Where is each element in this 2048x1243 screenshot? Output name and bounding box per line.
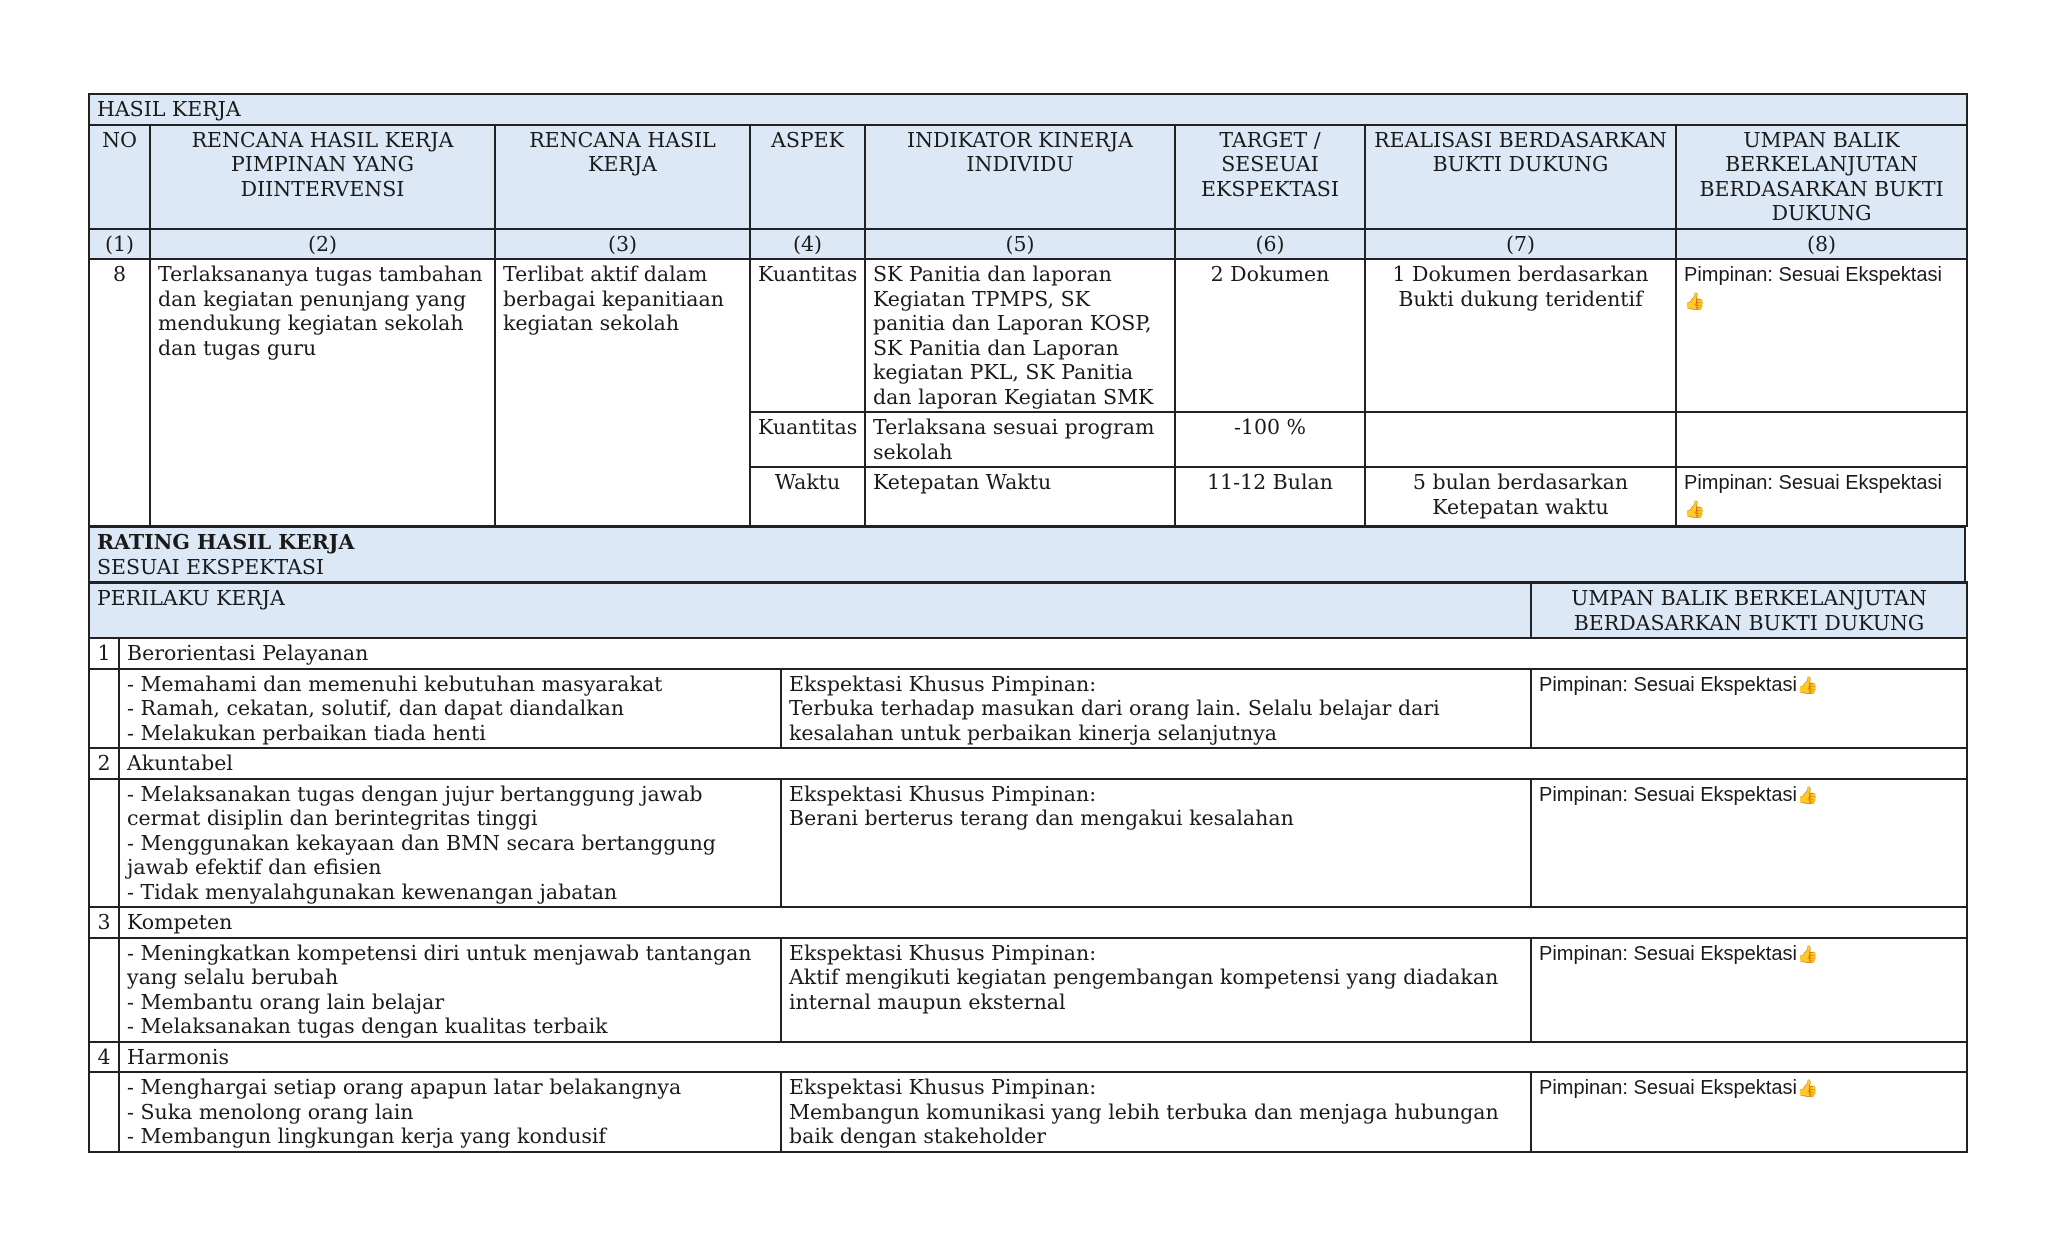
behavior-name: Akuntabel xyxy=(119,748,1967,779)
ekspektasi-text: Aktif mengikuti kegiatan pengembangan kompetensi yang diadakan internal maupun eksternal xyxy=(789,965,1499,1014)
perilaku-title: PERILAKU KERJA xyxy=(89,583,1531,639)
behavior-point: - Ramah, cekatan, solutif, dan dapat diandalkan xyxy=(127,696,625,720)
behavior-feedback xyxy=(1531,669,1967,749)
ekspektasi-text: Membangun komunikasi yang lebih terbuka dan menjaga hubungan baik dengan stakeholder xyxy=(789,1099,1499,1148)
behavior-no: 3 xyxy=(89,907,119,938)
blank-cell xyxy=(89,1072,119,1152)
feedback-text: Pimpinan: Sesuai Ekspektasi xyxy=(1539,673,1797,696)
col-header-realisasi: REALISASI BERDASARKAN BUKTI DUKUNG xyxy=(1365,125,1676,229)
col-number: (3) xyxy=(495,229,750,260)
behavior-point: - Membantu orang lain belajar xyxy=(127,989,445,1014)
aspek-cell: Waktu xyxy=(750,467,865,526)
col-number: (7) xyxy=(1365,229,1676,260)
behavior-point: - Tidak menyalahgunakan kewenangan jabatan xyxy=(127,879,618,904)
ekspektasi-cell xyxy=(781,669,1531,749)
ekspektasi-text: Berani berterus terang dan mengakui kesalahan xyxy=(789,806,1294,830)
behavior-points xyxy=(119,779,781,908)
blank-cell xyxy=(89,669,119,749)
col-header-no: NO xyxy=(89,125,150,229)
feedback-text: Pimpinan: Sesuai Ekspektasi xyxy=(1539,1077,1797,1099)
behavior-name: Harmonis xyxy=(119,1042,1967,1073)
indikator-cell: Ketepatan Waktu xyxy=(865,467,1175,526)
rating-value: SESUAI EKSPEKTASI xyxy=(97,554,325,579)
thumbs-up-icon: 👍 xyxy=(1684,292,1706,311)
behavior-no: 4 xyxy=(89,1042,119,1073)
col-number: (8) xyxy=(1676,229,1967,260)
realisasi-cell: 1 Dokumen berdasarkan Bukti dukung teridentif xyxy=(1365,259,1676,412)
behavior-point: - Menghargai setiap orang apapun latar belakangnya xyxy=(127,1075,682,1099)
document-page xyxy=(88,93,1966,1153)
ekspektasi-label: Ekspektasi Khusus Pimpinan: xyxy=(789,671,1097,696)
feedback-text: Pimpinan: Sesuai Ekspektasi xyxy=(1539,783,1797,806)
col-number: (6) xyxy=(1175,229,1365,260)
target-cell: -100 % xyxy=(1175,412,1365,467)
col-number: (5) xyxy=(865,229,1175,260)
blank-cell xyxy=(89,779,119,908)
perilaku-feedback-header: UMPAN BALIK BERKELANJUTAN BERDASARKAN BUKTI DUKUNG xyxy=(1531,583,1967,639)
behavior-point: - Melakukan perbaikan tiada henti xyxy=(127,720,486,745)
hasil-kerja-title: HASIL KERJA xyxy=(89,94,1967,125)
ekspektasi-label: Ekspektasi Khusus Pimpinan: xyxy=(789,1075,1097,1099)
behavior-point: - Meningkatkan kompetensi diri untuk menjawab tantangan yang selalu berubah xyxy=(127,940,752,989)
ekspektasi-cell xyxy=(781,1072,1531,1152)
rating-table xyxy=(88,525,1966,583)
feedback-text: Pimpinan: Sesuai Ekspektasi xyxy=(1684,264,1942,286)
umpan-balik-cell xyxy=(1676,259,1967,412)
ekspektasi-label: Ekspektasi Khusus Pimpinan: xyxy=(789,940,1097,965)
col-header-rencana-pimpinan: RENCANA HASIL KERJA PIMPINAN YANG DIINTERVENSI xyxy=(150,125,495,229)
col-number: (1) xyxy=(89,229,150,260)
behavior-feedback xyxy=(1531,938,1967,1042)
behavior-points xyxy=(119,669,781,749)
col-header-rencana: RENCANA HASIL KERJA xyxy=(495,125,750,229)
thumbs-up-icon: 👍 xyxy=(1796,1079,1819,1098)
perilaku-kerja-table xyxy=(88,581,1968,1153)
umpan-balik-cell xyxy=(1676,412,1967,467)
behavior-point: - Menggunakan kekayaan dan BMN secara bertanggung jawab efektif dan efisien xyxy=(127,830,716,879)
col-number: (4) xyxy=(750,229,865,260)
indikator-cell: SK Panitia dan laporan Kegiatan TPMPS, SK panitia dan Laporan KOSP, SK Panitia dan Laporan kegiatan PKL, SK Panitia dan laporan Kegiatan SMK xyxy=(865,259,1175,412)
thumbs-up-icon: 👍 xyxy=(1796,675,1819,695)
rating-cell xyxy=(89,527,1965,583)
ekspektasi-text: Terbuka terhadap masukan dari orang lain. Selalu belajar dari kesalahan untuk perbaikan kinerja selanjutnya xyxy=(789,696,1440,745)
hasil-kerja-table xyxy=(88,93,1968,527)
ekspektasi-label: Ekspektasi Khusus Pimpinan: xyxy=(789,781,1097,806)
behavior-point: - Membangun lingkungan kerja yang kondusif xyxy=(127,1124,606,1148)
umpan-balik-cell xyxy=(1676,467,1967,526)
behavior-points xyxy=(119,1072,781,1152)
behavior-point: - Memahami dan memenuhi kebutuhan masyarakat xyxy=(127,671,663,696)
thumbs-up-icon: 👍 xyxy=(1796,944,1819,964)
row-no: 8 xyxy=(89,259,150,526)
feedback-text: Pimpinan: Sesuai Ekspektasi xyxy=(1684,472,1942,494)
behavior-no: 2 xyxy=(89,748,119,779)
behavior-point: - Melaksanakan tugas dengan jujur bertanggung jawab cermat disiplin dan berintegritas tinggi xyxy=(127,781,703,830)
target-cell: 2 Dokumen xyxy=(1175,259,1365,412)
thumbs-up-icon: 👍 xyxy=(1796,785,1819,805)
blank-cell xyxy=(89,938,119,1042)
behavior-feedback xyxy=(1531,1072,1967,1152)
rating-title: RATING HASIL KERJA xyxy=(97,530,355,554)
behavior-points xyxy=(119,938,781,1042)
behavior-feedback xyxy=(1531,779,1967,908)
ekspektasi-cell xyxy=(781,779,1531,908)
col-header-aspek: ASPEK xyxy=(750,125,865,229)
col-number: (2) xyxy=(150,229,495,260)
aspek-cell: Kuantitas xyxy=(750,412,865,467)
behavior-name: Berorientasi Pelayanan xyxy=(119,638,1967,669)
ekspektasi-cell xyxy=(781,938,1531,1042)
behavior-point: - Suka menolong orang lain xyxy=(127,1099,414,1124)
rencana-cell: Terlibat aktif dalam berbagai kepanitiaan kegiatan sekolah xyxy=(495,259,750,526)
behavior-no: 1 xyxy=(89,638,119,669)
rencana-pimpinan-cell: Terlaksananya tugas tambahan dan kegiatan penunjang yang mendukung kegiatan sekolah dan tugas guru xyxy=(150,259,495,526)
realisasi-cell xyxy=(1365,412,1676,467)
realisasi-cell: 5 bulan berdasarkan Ketepatan waktu xyxy=(1365,467,1676,526)
col-header-indikator: INDIKATOR KINERJA INDIVIDU xyxy=(865,125,1175,229)
behavior-name: Kompeten xyxy=(119,907,1967,938)
feedback-text: Pimpinan: Sesuai Ekspektasi xyxy=(1539,942,1797,965)
col-header-umpan-balik: UMPAN BALIK BERKELANJUTAN BERDASARKAN BUKTI DUKUNG xyxy=(1676,125,1967,229)
target-cell: 11-12 Bulan xyxy=(1175,467,1365,526)
col-header-target: TARGET / SESEUAI EKSPEKTASI xyxy=(1175,125,1365,229)
thumbs-up-icon: 👍 xyxy=(1684,500,1706,519)
behavior-point: - Melaksanakan tugas dengan kualitas terbaik xyxy=(127,1014,608,1038)
indikator-cell: Terlaksana sesuai program sekolah xyxy=(865,412,1175,467)
aspek-cell: Kuantitas xyxy=(750,259,865,412)
